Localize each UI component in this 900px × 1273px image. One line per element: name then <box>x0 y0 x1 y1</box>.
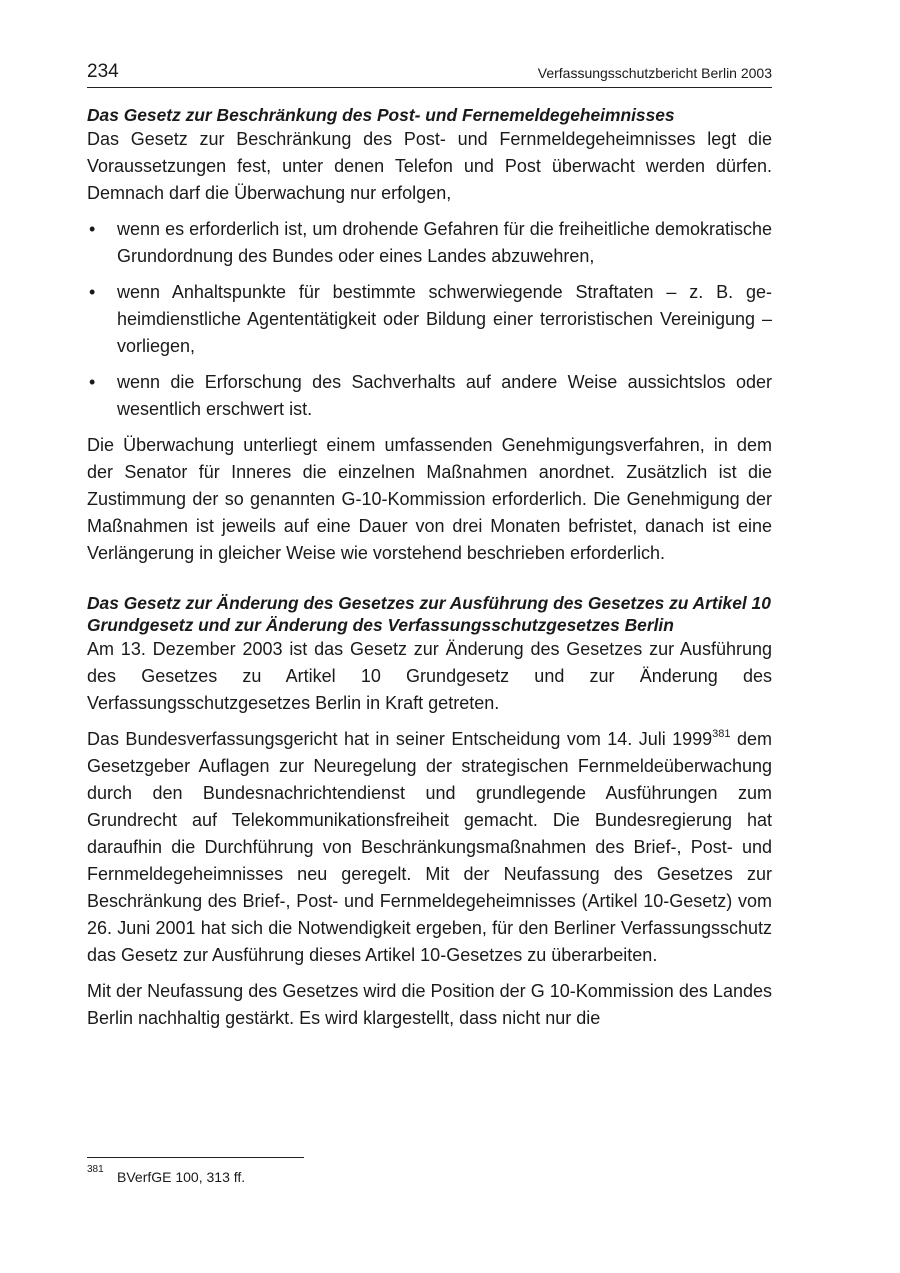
page-number: 234 <box>87 61 119 82</box>
section-spacer <box>87 567 772 592</box>
list-item <box>87 279 772 360</box>
bullet-icon: • <box>89 282 96 302</box>
list-item-text: wenn die Erforschung des Sachverhalts auf andere Weise aussichtslos oder wesentlich erschwert ist. <box>117 372 772 419</box>
list-item <box>87 216 772 270</box>
bullet-icon: • <box>89 219 96 239</box>
paragraph-text-start: Das Bundesverfassungsgericht hat in seiner Entscheidung vom 14. Juli 1999 <box>87 729 713 749</box>
footnote-reference[interactable]: 381 <box>712 728 731 740</box>
list-item-text: wenn Anhaltspunkte für bestimmte schwerwiegende Straftaten – z. B. geheimdienstliche Agententätigkeit oder Bildung einer terroristischen Vereinigung – vorliegen, <box>117 282 772 356</box>
approval-paragraph: Die Überwachung unterliegt einem umfassenden Genehmigungsverfahren, in dem der Senator für Inneres die einzelnen Maßnahmen anordnet. Zusätzlich ist die Zustimmung der so genannten G-10-Kommission erforderlich. Die Genehmigung der Maßnahmen ist jeweils auf eine Dauer von drei Monaten befristet, danach ist eine Verlängerung in gleicher Weise wie vorstehend beschrieben erforderlich. <box>87 435 772 563</box>
list-item-text: wenn es erforderlich ist, um drohende Gefahren für die freiheitliche demokratische Grundordnung des Bundes oder eines Landes abzuwehren, <box>117 219 772 266</box>
footnote-text: BVerfGE 100, 313 ff. <box>117 1169 246 1185</box>
commission-paragraph: Mit der Neufassung des Gesetzes wird die Position der G 10-Kommission des Landes Berlin nachhaltig gestärkt. Es wird klargestellt, dass nicht nur die <box>87 981 772 1028</box>
paragraph-text-rest: dem Gesetzgeber Auflagen zur Neuregelung der strategischen Fernmeldeüberwachung durch den Bundesnachrichtendienst und grundlegende Ausführungen zum Grundrecht auf Telekommunikationsfreiheit gemacht. Die Bundesregierung hat daraufhin die Durchführung von Beschränkungsmaßnahmen des Brief-, Post- und Fernmeldegeheimnisses neu geregelt. Mit der Neufassung des Gesetzes zur Beschränkung des Brief-, Post- und Fernmeldegeheimnisses (Artikel 10-Gesetz) vom 26. Juni 2001 hat sich die Notwendigkeit ergeben, für den Berliner Verfassungsschutz das Gesetz zur Ausführung dieses Artikel 10-Gesetzes zu überarbeiten. <box>87 729 772 965</box>
page-header <box>87 61 772 88</box>
running-title: Verfassungsschutzbericht Berlin 2003 <box>537 65 772 81</box>
intro-paragraph: Das Gesetz zur Beschränkung des Post- und Fernmeldegeheimnisses legt die Voraussetzungen fest, unter denen Telefon und Post überwacht werden dürfen. Demnach darf die Überwachung nur erfolgen, <box>87 129 772 203</box>
page-content <box>87 104 772 1032</box>
footnote-number: 381 <box>87 1164 104 1175</box>
bullet-icon: • <box>89 372 96 392</box>
enactment-paragraph: Am 13. Dezember 2003 ist das Gesetz zur Änderung des Gesetzes zur Ausführung des Gesetzes zu Artikel 10 Grundgesetz und zur Änderung des Verfassungsschutzgesetzes Berlin in Kraft getreten. <box>87 639 772 713</box>
conditions-list <box>87 216 772 423</box>
section-heading-postgeheimnis: Das Gesetz zur Beschränkung des Post- und Fernemeldegeheimnisses <box>87 105 675 125</box>
footnote-divider <box>87 1157 304 1158</box>
section-heading-aenderungsgesetz: Das Gesetz zur Änderung des Gesetzes zur Ausführung des Gesetzes zu Artikel 10 Grundgesetz und zur Änderung des Verfassungsschutzgesetzes Berlin <box>87 593 771 635</box>
list-item <box>87 369 772 423</box>
court-decision-paragraph <box>87 726 772 969</box>
